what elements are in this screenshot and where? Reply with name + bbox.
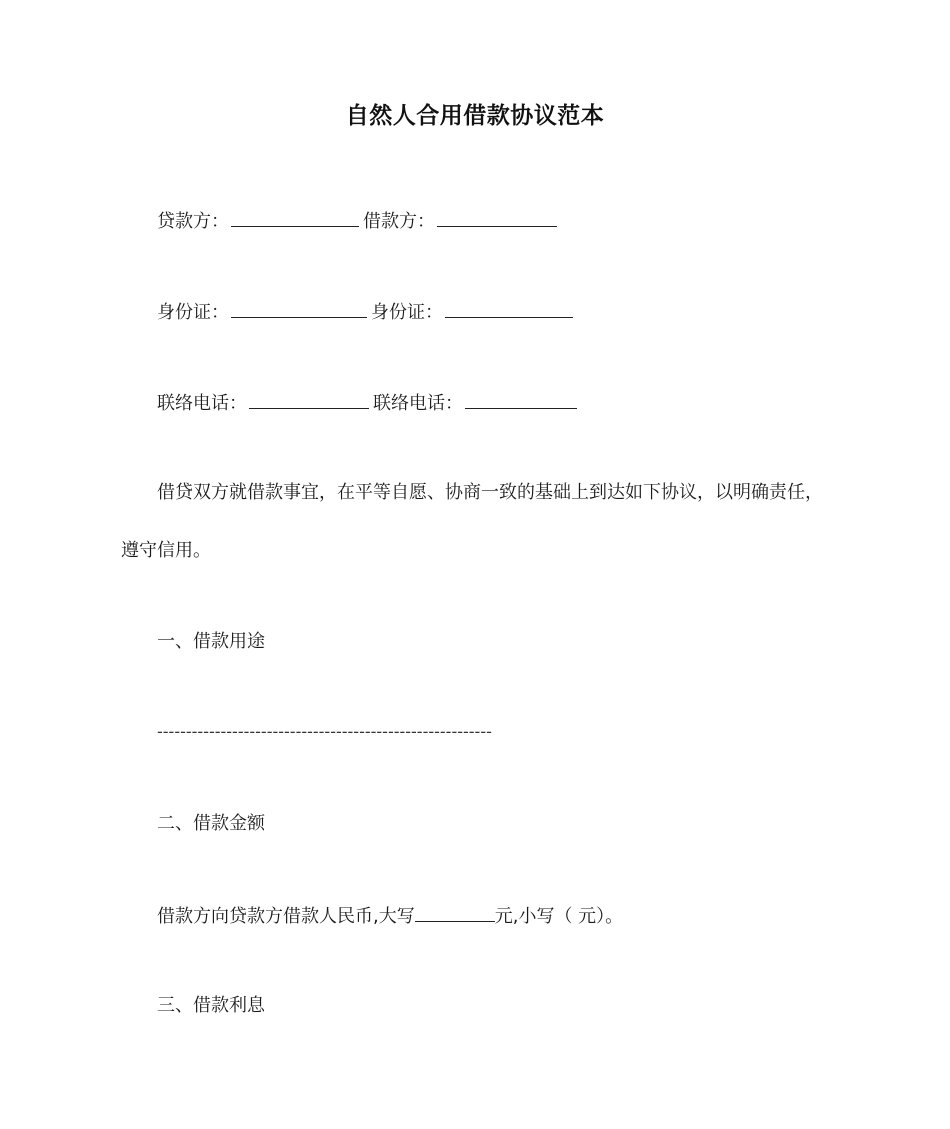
borrower-phone-blank	[465, 390, 577, 409]
borrower-blank	[437, 208, 557, 227]
borrower-id-label: 身份证：	[371, 302, 443, 323]
lender-phone-blank	[249, 390, 369, 409]
section-1-dashed-line: ----------------------------------------------------------	[157, 722, 492, 741]
section-2-heading: 二、借款金额	[157, 813, 265, 834]
lender-id-blank	[231, 299, 367, 318]
id-row	[157, 299, 577, 325]
section-3-heading: 三、借款利息	[157, 995, 265, 1016]
lender-phone-label: 联络电话：	[157, 393, 247, 414]
parties-row	[157, 208, 561, 234]
borrower-phone-label: 联络电话：	[373, 393, 463, 414]
lender-id-label: 身份证：	[157, 302, 229, 323]
intro-paragraph-line-1: 借贷双方就借款事宜，在平等自愿、协商一致的基础上到达如下协议，以明确责任，	[157, 482, 823, 503]
phone-row	[157, 390, 581, 416]
section-2-amount-line	[157, 903, 623, 929]
amount-text-before: 借款方向贷款方借款人民币,大写	[157, 906, 415, 927]
intro-paragraph-line-2: 遵守信用。	[121, 540, 211, 561]
section-1-heading: 一、借款用途	[157, 631, 265, 652]
amount-text-after: 元,小写（ 元）。	[494, 906, 624, 927]
lender-label: 贷款方：	[157, 211, 229, 232]
lender-blank	[231, 208, 359, 227]
document-title: 自然人合用借款协议范本	[345, 103, 605, 129]
amount-uppercase-blank	[415, 903, 495, 922]
borrower-id-blank	[445, 299, 573, 318]
borrower-label: 借款方：	[363, 211, 435, 232]
